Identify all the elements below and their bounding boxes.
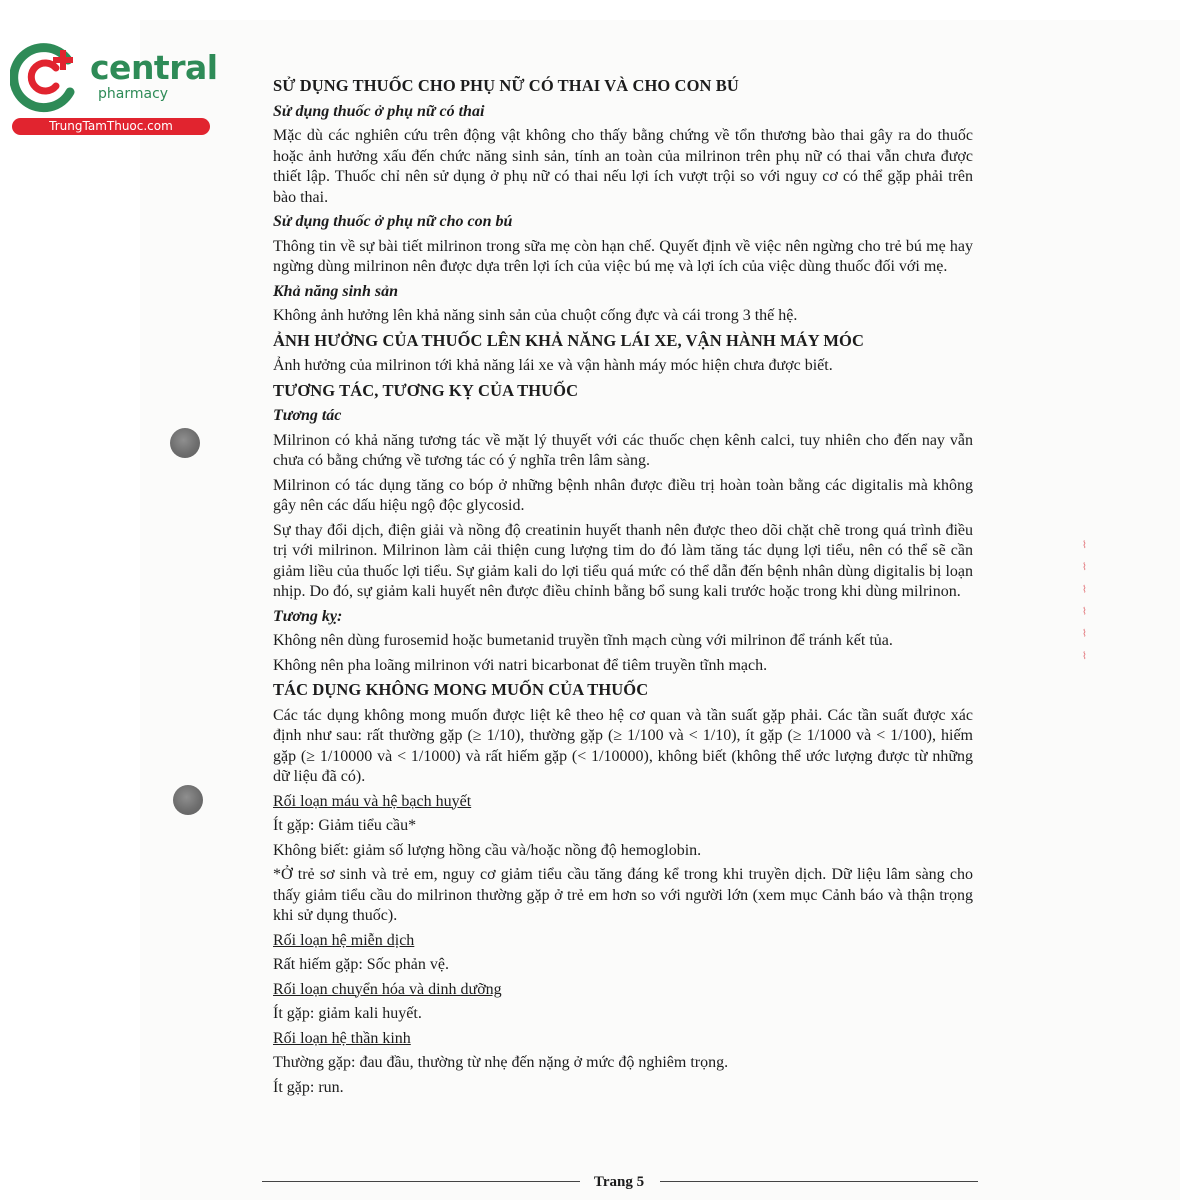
punch-hole-bottom [173, 785, 203, 815]
page-footer [262, 1172, 978, 1192]
paragraph: Sự thay đổi dịch, điện giải và nồng độ creatinin huyết thanh nên được theo dõi chặt chẽ trong quá trình điều trị với milrinon. Milrinon làm cải thiện cung lượng tim do đó làm tăng tác dụng lợi tiểu, nên có thể sẽ cần giảm liều của thuốc lợi tiểu. Sự giảm kali do lợi tiểu quá mức có thể dẫn đến bệnh nhân dùng digitalis bị loạn nhịp. Do đó, sự giảm kali huyết nên được điều chỉnh bằng bổ sung kali trước hoặc trong khi dùng milrinon. [273, 521, 973, 600]
page-number: Trang 5 [593, 1174, 645, 1190]
category-metabolism: Rối loạn chuyển hóa và dinh dưỡng [273, 980, 502, 998]
paragraph: Rất hiếm gặp: Sốc phản vệ. [273, 956, 449, 973]
subheading-fertility: Khả năng sinh sản [273, 282, 398, 300]
section-heading-driving: ẢNH HƯỞNG CỦA THUỐC LÊN KHẢ NĂNG LÁI XE, VẬN HÀNH MÁY MÓC [273, 330, 865, 350]
footnote-paragraph: *Ở trẻ sơ sinh và trẻ em, nguy cơ giảm tiểu cầu tăng đáng kể trong khi truyền dịch. Dữ liệu lâm sàng cho thấy giảm tiểu cầu do milrinon thường gặp ở trẻ em hơn so với người lớn (xem mục Cảnh báo và thận trọng khi sử dụng thuốc). [273, 866, 973, 924]
punch-hole-top [170, 428, 200, 458]
document-content [273, 76, 973, 1102]
paragraph: Ảnh hưởng của milrinon tới khả năng lái xe và vận hành máy móc hiện chưa được biết. [273, 357, 833, 374]
paragraph: Ít gặp: run. [273, 1078, 344, 1096]
section-heading-interactions: TƯƠNG TÁC, TƯƠNG KỴ CỦA THUỐC [273, 380, 579, 400]
subheading-pregnant-women: Sử dụng thuốc ở phụ nữ có thai [273, 102, 485, 120]
paragraph: Ít gặp: Giảm tiểu cầu* [273, 817, 417, 834]
logo-url-bar[interactable]: TrungTamThuoc.com [12, 118, 210, 135]
logo-name: central [90, 48, 218, 87]
side-stamp-mark: ⌇ ⌇ ⌇ ⌇ ⌇ ⌇ [1079, 540, 1090, 666]
section-heading-adverse-effects: TÁC DỤNG KHÔNG MONG MUỐN CỦA THUỐC [273, 680, 649, 699]
paragraph: Không nên pha loãng milrinon với natri bicarbonat để tiêm truyền tĩnh mạch. [273, 656, 768, 674]
footer-rule-right [660, 1181, 978, 1182]
paragraph: Các tác dụng không mong muốn được liệt kê theo hệ cơ quan và tần suất gặp phải. Các tần suất được xác định như sau: rất thường gặp (≥ 1/10), thường gặp (≥ 1/100 và < 1/10), ít gặp (≥ 1/1000 và < 1/100), hiếm gặp (≥ 1/10000 và < 1/1000) và rất hiếm gặp (< 1/10000), không biết (không thể ước lượng được từ những dữ liệu đã có). [273, 706, 973, 785]
category-immune: Rối loạn hệ miễn dịch [273, 931, 415, 949]
category-nervous-system: Rối loạn hệ thần kinh [273, 1029, 411, 1047]
paragraph: Không biết: giảm số lượng hồng cầu và/hoặc nồng độ hemoglobin. [273, 841, 702, 859]
footer-rule-left [262, 1181, 580, 1182]
logo-subtitle: pharmacy [98, 86, 169, 102]
subheading-incompatibilities: Tương kỵ: [273, 607, 343, 625]
paragraph: Không nên dùng furosemid hoặc bumetanid truyền tĩnh mạch cùng với milrinon để tránh kết tủa. [273, 632, 893, 649]
pharmacy-logo-icon [10, 38, 90, 114]
section-heading-pregnancy: SỬ DỤNG THUỐC CHO PHỤ NỮ CÓ THAI VÀ CHO CON BÚ [273, 76, 739, 95]
paragraph: Không ảnh hưởng lên khả năng sinh sản của chuột cống đực và cái trong 3 thế hệ. [273, 307, 798, 324]
paragraph: Thường gặp: đau đầu, thường từ nhẹ đến nặng ở mức độ nghiêm trọng. [273, 1054, 729, 1071]
paragraph: Milrinon có tác dụng tăng co bóp ở những bệnh nhân được điều trị hoàn toàn bằng các digitalis mà không gây nên các dấu hiệu ngộ độc glycosid. [273, 476, 973, 514]
category-blood-lymph: Rối loạn máu và hệ bạch huyết [273, 792, 472, 810]
paragraph: Milrinon có khả năng tương tác về mặt lý thuyết với các thuốc chẹn kênh calci, tuy nhiên cho đến nay vẫn chưa có bằng chứng về tương tác có ý nghĩa trên lâm sàng. [273, 431, 973, 469]
paragraph: Mặc dù các nghiên cứu trên động vật không cho thấy bằng chứng về tổn thương bào thai gây ra do thuốc hoặc ảnh hưởng xấu đến chức năng sinh sản, tính an toàn của milrinon trên phụ nữ có thai vẫn chưa được thiết lập. Thuốc chỉ nên sử dụng ở phụ nữ có thai nếu lợi ích vượt trội so với nguy cơ có thể gặp phải trên bào thai. [273, 127, 973, 206]
subheading-interactions: Tương tác [273, 407, 342, 424]
paragraph: Ít gặp: giảm kali huyết. [273, 1005, 422, 1022]
paragraph: Thông tin về sự bài tiết milrinon trong sữa mẹ còn hạn chế. Quyết định về việc nên ngừng cho trẻ bú mẹ hay ngừng dùng milrinon nên được dựa trên lợi ích của việc bú mẹ và lợi ích của việc dùng thuốc đối với mẹ. [273, 237, 973, 275]
central-pharmacy-logo[interactable] [10, 38, 218, 138]
subheading-breastfeeding: Sử dụng thuốc ở phụ nữ cho con bú [273, 213, 513, 230]
